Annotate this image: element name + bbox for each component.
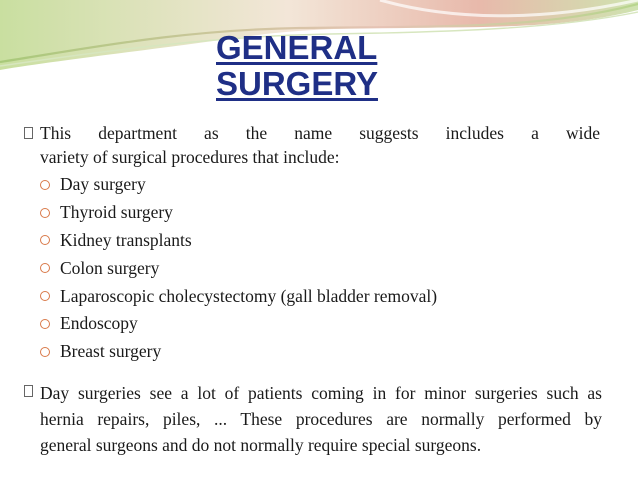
intro-line-2: variety of surgical procedures that include: [40,147,340,167]
intro-line-1: This department as the name suggests includes a wide [40,123,600,143]
list-item-label: Colon surgery [60,257,160,278]
note-line-1: Day surgeries see a lot of patients coming in for minor surgeries such as [40,383,602,403]
list-item [40,254,437,282]
slide-title [216,30,406,102]
list-item [40,227,437,255]
title-line-2: SURGERY [216,65,378,102]
square-bullet-icon [24,127,33,139]
note-paragraph [40,380,602,458]
circle-bullet-icon [40,347,50,357]
note-line-3: general surgeons and do not normally require special surgeons. [40,435,482,455]
list-item [40,171,437,199]
circle-bullet-icon [40,208,50,218]
procedure-list [40,171,437,366]
circle-bullet-icon [40,319,50,329]
list-item [40,282,437,310]
note-line-2: hernia repairs, piles, ... These procedures are normally performed by [40,409,602,429]
list-item-label: Kidney transplants [60,229,192,250]
list-item-label: Endoscopy [60,313,138,334]
list-item [40,310,437,338]
list-item-label: Breast surgery [60,341,162,362]
circle-bullet-icon [40,263,50,273]
list-item-label: Laparoscopic cholecystectomy (gall bladder removal) [60,285,438,306]
list-item [40,338,437,366]
square-bullet-icon [24,385,33,397]
list-item [40,199,437,227]
circle-bullet-icon [40,235,50,245]
list-item-label: Thyroid surgery [60,202,173,223]
circle-bullet-icon [40,180,50,190]
title-line-1: GENERAL [216,29,378,66]
intro-paragraph [40,121,600,169]
circle-bullet-icon [40,291,50,301]
list-item-label: Day surgery [60,174,146,195]
